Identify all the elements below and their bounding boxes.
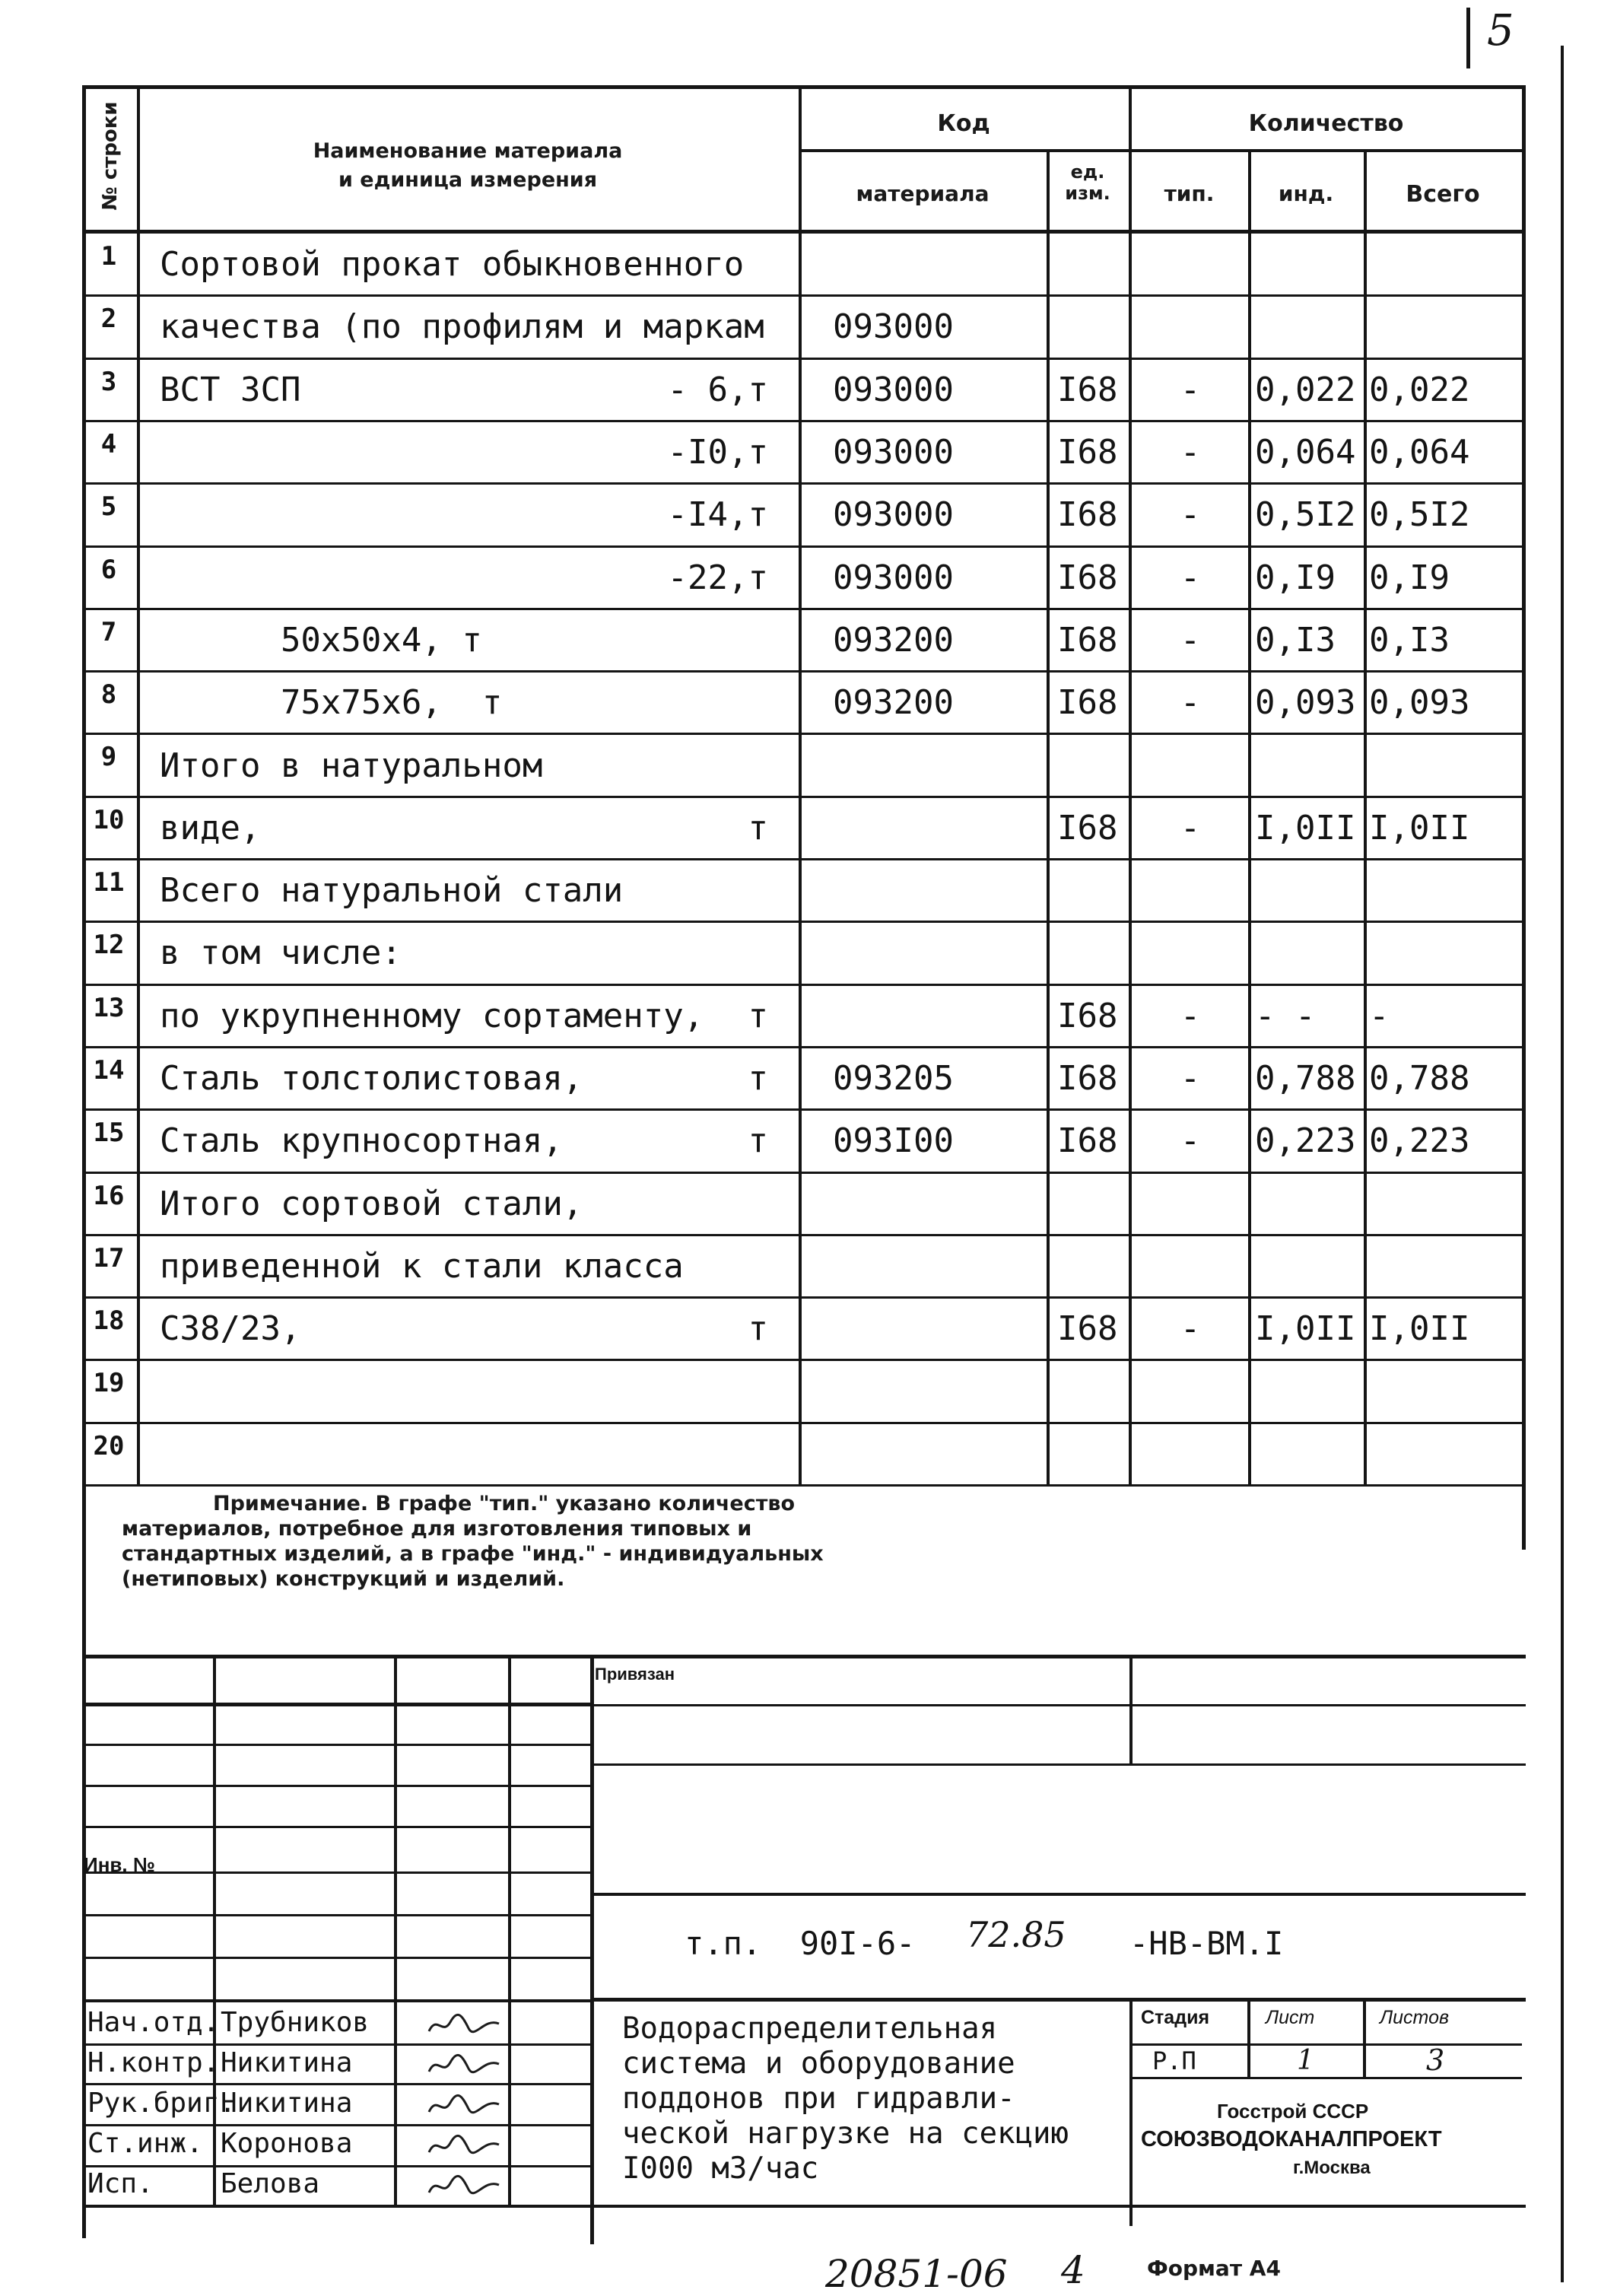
- qty-ind: 0,093: [1255, 683, 1356, 722]
- row-number: 5: [100, 491, 117, 522]
- unit-code: I68: [1057, 495, 1118, 534]
- document-code-prefix: т.п. 90I-6-: [685, 1925, 916, 1962]
- row-divider: [82, 545, 1526, 548]
- row-number: 13: [93, 993, 125, 1023]
- column-divider: [1047, 152, 1050, 1486]
- qty-total: 0,022: [1369, 370, 1470, 409]
- signature-name: Белова: [221, 2168, 320, 2199]
- material-size: -I0,т: [667, 433, 768, 472]
- material-name: в том числе:: [160, 933, 402, 972]
- material-code: 093200: [833, 683, 954, 722]
- row-number: 11: [93, 867, 125, 898]
- signature-name: Трубников: [221, 2007, 370, 2038]
- row-number: 2: [100, 304, 117, 334]
- stamp-line: [592, 1763, 1526, 1766]
- stamp-line: [1247, 1998, 1250, 2078]
- row-number: 7: [100, 617, 117, 647]
- header-unit: ед. изм.: [1065, 161, 1110, 204]
- project-title-line: I000 м3/час: [622, 2151, 819, 2186]
- material-code: 093000: [833, 307, 954, 346]
- project-title-line: ческой нагрузке на секцию: [622, 2116, 1069, 2151]
- stage-label: Стадия: [1141, 2007, 1210, 2028]
- qty-total: 0,788: [1369, 1059, 1470, 1098]
- qty-ind: 0,I3: [1255, 621, 1336, 660]
- material-size: - 6,т: [667, 370, 768, 409]
- stamp-line: [590, 1655, 594, 2244]
- qty-total: 0,093: [1369, 683, 1470, 722]
- material-name: 50x50x4, т: [160, 621, 482, 660]
- qty-total: I,0II: [1369, 1309, 1470, 1348]
- qty-typ: -: [1180, 1121, 1201, 1160]
- signature-scribble-icon: [426, 2052, 502, 2078]
- signature-role: Нач.отд.: [87, 2007, 220, 2038]
- stamp-line: [82, 1914, 592, 1916]
- row-number: 10: [93, 805, 125, 835]
- material-code: 093000: [833, 495, 954, 534]
- material-name: Всего натуральной стали: [160, 871, 624, 910]
- material-name: качества (по профилям и маркам: [160, 307, 764, 346]
- qty-typ: -: [1180, 809, 1201, 847]
- column-divider: [799, 85, 802, 1486]
- qty-total: I,0II: [1369, 809, 1470, 847]
- stamp-line: [1129, 2043, 1522, 2046]
- row-number: 6: [100, 555, 117, 585]
- row-divider: [82, 1296, 1526, 1299]
- qty-typ: -: [1180, 370, 1201, 409]
- material-name: 75x75x6, т: [160, 683, 503, 722]
- material-name: Итого в натуральном: [160, 746, 543, 785]
- stamp-line: [82, 2205, 1526, 2208]
- qty-ind: I,0II: [1255, 809, 1356, 847]
- row-divider: [82, 1422, 1526, 1424]
- qty-ind: 0,788: [1255, 1059, 1356, 1098]
- corner-mark-line: [1466, 8, 1470, 68]
- material-name: С38/23,: [160, 1309, 301, 1348]
- stamp-line: [394, 1999, 397, 2205]
- qty-ind: 0,I9: [1255, 558, 1336, 597]
- row-number: 3: [100, 367, 117, 397]
- header-qty-typ: тип.: [1164, 181, 1215, 206]
- qty-total: 0,064: [1369, 433, 1470, 472]
- row-number: 4: [100, 429, 117, 460]
- material-name: по укрупненному сортаменту,: [160, 997, 704, 1035]
- stamp-line: [508, 1999, 511, 2205]
- qty-typ: -: [1180, 1309, 1201, 1348]
- signature-role: Ст.инж.: [87, 2128, 203, 2159]
- format-label: Формат А4: [1147, 2256, 1281, 2281]
- material-name: Сталь крупносортная,: [160, 1121, 563, 1160]
- signature-scribble-icon: [426, 2132, 502, 2158]
- org-line-3: г.Москва: [1293, 2158, 1371, 2178]
- unit-code: I68: [1057, 997, 1118, 1035]
- row-divider: [82, 670, 1526, 673]
- project-title-line: поддонов при гидравли-: [622, 2081, 1015, 2116]
- material-code: 093200: [833, 621, 954, 660]
- unit-code: I68: [1057, 558, 1118, 597]
- stamp-line: [592, 1893, 1526, 1896]
- stamp-line: [82, 2083, 592, 2085]
- qty-total: 0,223: [1369, 1121, 1470, 1160]
- material-size: т: [748, 809, 768, 847]
- stamp-line: [82, 1704, 1526, 1706]
- material-code: 093205: [833, 1059, 954, 1098]
- row-divider: [82, 608, 1526, 610]
- material-name: ВСТ 3СП: [160, 370, 301, 409]
- project-title-line: система и оборудование: [622, 2046, 1015, 2081]
- signature-role: Исп.: [87, 2168, 154, 2199]
- sheets-label: Листов: [1380, 2007, 1450, 2028]
- signature-scribble-icon: [426, 2092, 502, 2118]
- header-code: Код: [937, 110, 990, 137]
- inventory-number-label: Инв. №: [84, 1853, 155, 1876]
- header-row-number: № строки: [99, 101, 122, 211]
- signature-role: Рук.бриг.: [87, 2088, 237, 2119]
- qty-ind: 0,5I2: [1255, 495, 1356, 534]
- row-number: 18: [93, 1305, 125, 1336]
- row-divider: [82, 984, 1526, 986]
- column-divider: [1248, 152, 1251, 1486]
- privyazan-label: Привязан: [595, 1665, 675, 1684]
- material-size: т: [748, 1121, 768, 1160]
- header-code-material: материала: [856, 181, 990, 206]
- row-divider: [82, 482, 1526, 485]
- row-divider: [82, 858, 1526, 860]
- material-code: 093000: [833, 558, 954, 597]
- material-name: Сортовой прокат обыкновенного: [160, 245, 745, 284]
- material-size: -22,т: [667, 558, 768, 597]
- stamp-line: [82, 1785, 592, 1787]
- row-divider: [82, 1172, 1526, 1174]
- row-number: 19: [93, 1368, 125, 1398]
- column-divider: [137, 85, 140, 1486]
- org-line-1: Госстрой СССР: [1217, 2100, 1369, 2123]
- org-line-2: СОЮЗВОДОКАНАЛПРОЕКТ: [1141, 2127, 1442, 2151]
- material-name: виде,: [160, 809, 261, 847]
- stamp-line: [82, 2165, 592, 2167]
- archive-page: 4: [1061, 2248, 1085, 2292]
- material-name: приведенной к стали класса: [160, 1247, 684, 1286]
- row-number: 16: [93, 1181, 125, 1211]
- row-divider: [82, 1484, 1526, 1487]
- qty-typ: -: [1180, 1059, 1201, 1098]
- material-size: т: [748, 997, 768, 1035]
- stamp-line: [82, 2043, 592, 2046]
- qty-total: -: [1369, 997, 1390, 1035]
- qty-total: 0,5I2: [1369, 495, 1470, 534]
- unit-code: I68: [1057, 683, 1118, 722]
- stamp-line: [82, 1826, 592, 1828]
- stamp-line: [82, 1744, 592, 1746]
- stage-value: Р.П: [1152, 2046, 1196, 2075]
- qty-typ: -: [1180, 683, 1201, 722]
- header-quantity: Количество: [1248, 110, 1404, 137]
- unit-code: I68: [1057, 370, 1118, 409]
- material-size: -I4,т: [667, 495, 768, 534]
- row-number: 12: [93, 930, 125, 960]
- stamp-line: [1129, 1655, 1133, 1765]
- sheets-value: 3: [1426, 2043, 1445, 2077]
- signature-name: Никитина: [221, 2088, 353, 2119]
- signature-name: Коронова: [221, 2128, 353, 2159]
- header-qty-ind: инд.: [1278, 181, 1334, 206]
- qty-typ: -: [1180, 997, 1201, 1035]
- row-divider: [82, 1046, 1526, 1048]
- qty-ind: - -: [1255, 997, 1316, 1035]
- document-code-handwritten: 72.85: [966, 1914, 1066, 1955]
- stamp-line: [394, 1655, 397, 2005]
- unit-code: I68: [1057, 1121, 1118, 1160]
- sheet-label: Лист: [1266, 2007, 1315, 2028]
- row-number: 15: [93, 1118, 125, 1148]
- row-number: 1: [100, 241, 117, 272]
- stamp-line: [592, 1998, 1526, 2002]
- stamp-line: [213, 1655, 216, 2005]
- note-block: Примечание. В графе "тип." указано количество материалов, потребное для изготовления типовых и стандартных изделий, а в графе "инд." - индивидуальных (нетиповых) конструкций и изделий.: [122, 1492, 824, 1591]
- stamp-line: [1129, 1998, 1133, 2226]
- qty-typ: -: [1180, 495, 1201, 534]
- corner-page-mark: 5: [1487, 6, 1514, 56]
- stamp-line: [82, 1655, 1526, 1658]
- row-divider: [82, 1108, 1526, 1111]
- signature-role: Н.контр.: [87, 2047, 220, 2078]
- project-title-line: Водораспределительная: [622, 2011, 998, 2046]
- stamp-line: [82, 2124, 592, 2126]
- material-name: Итого сортовой стали,: [160, 1185, 583, 1223]
- material-code: 093I00: [833, 1121, 954, 1160]
- row-number: 20: [93, 1431, 125, 1461]
- qty-typ: -: [1180, 558, 1201, 597]
- row-divider: [82, 1359, 1526, 1361]
- sheet-value: 1: [1297, 2045, 1314, 2076]
- header-material-name: Наименование материала и единица измерения: [313, 139, 623, 192]
- header-qty-total: Всего: [1406, 181, 1480, 208]
- row-divider: [82, 796, 1526, 798]
- signature-scribble-icon: [426, 2173, 502, 2199]
- row-divider: [82, 1234, 1526, 1236]
- stamp-line: [82, 1871, 592, 1874]
- column-divider: [1364, 152, 1367, 1486]
- material-code: 093000: [833, 370, 954, 409]
- qty-ind: 0,022: [1255, 370, 1356, 409]
- qty-total: 0,I9: [1369, 558, 1450, 597]
- signature-scribble-icon: [426, 2011, 502, 2037]
- stamp-line: [1363, 1998, 1366, 2078]
- row-number: 17: [93, 1243, 125, 1274]
- row-divider: [82, 420, 1526, 422]
- row-number: 8: [100, 679, 117, 710]
- document-code-suffix: -НВ-ВМ.I: [1129, 1925, 1284, 1962]
- row-divider: [82, 921, 1526, 923]
- signature-name: Никитина: [221, 2047, 353, 2078]
- unit-code: I68: [1057, 1059, 1118, 1098]
- qty-typ: -: [1180, 621, 1201, 660]
- unit-code: I68: [1057, 621, 1118, 660]
- column-divider: [1129, 85, 1132, 1486]
- qty-total: 0,I3: [1369, 621, 1450, 660]
- stamp-line: [508, 1655, 511, 2005]
- row-number: 14: [93, 1055, 125, 1086]
- material-name: Сталь толстолистовая,: [160, 1059, 583, 1098]
- material-code: 093000: [833, 433, 954, 472]
- unit-code: I68: [1057, 809, 1118, 847]
- qty-ind: I,0II: [1255, 1309, 1356, 1348]
- row-number: 9: [100, 742, 117, 772]
- qty-ind: 0,064: [1255, 433, 1356, 472]
- qty-typ: -: [1180, 433, 1201, 472]
- qty-ind: 0,223: [1255, 1121, 1356, 1160]
- material-size: т: [748, 1059, 768, 1098]
- unit-code: I68: [1057, 433, 1118, 472]
- unit-code: I68: [1057, 1309, 1118, 1348]
- stamp-line: [82, 1999, 592, 2002]
- material-size: т: [748, 1309, 768, 1348]
- row-divider: [82, 294, 1526, 297]
- row-divider: [82, 358, 1526, 360]
- row-divider: [82, 733, 1526, 735]
- archive-number: 20851-06: [825, 2252, 1008, 2296]
- stamp-line: [1129, 2077, 1522, 2079]
- stamp-line: [82, 1957, 592, 1959]
